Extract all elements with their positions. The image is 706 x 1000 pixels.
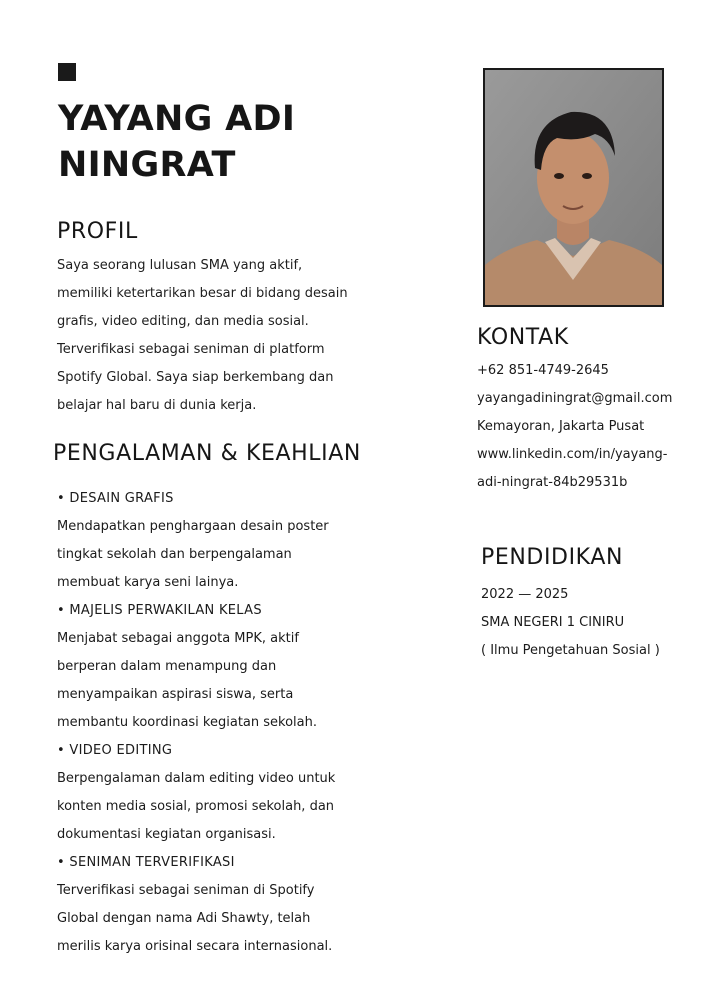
- skill-line: konten media sosial, promosi sekolah, dan: [57, 799, 335, 814]
- profile-line: Saya seorang lulusan SMA yang aktif,: [57, 258, 303, 273]
- skill-line: Mendapatkan penghargaan desain poster: [57, 519, 329, 534]
- skill-line: tingkat sekolah dan berpengalaman: [57, 547, 292, 562]
- skill-line: merilis karya orisinal secara internasional.: [57, 939, 333, 954]
- decorative-square: [58, 63, 76, 81]
- education-major: ( Ilmu Pengetahuan Sosial ): [481, 643, 660, 658]
- contact-linkedin-cont: adi-ningrat-84b29531b: [477, 475, 628, 490]
- skill-line: membuat karya seni lainya.: [57, 575, 239, 590]
- contact-email: yayangadiningrat@gmail.com: [477, 391, 673, 406]
- person-name: [58, 96, 295, 188]
- skill-line: Berpengalaman dalam editing video untuk: [57, 771, 336, 786]
- experience-list: [57, 485, 335, 961]
- skill-line: Global dengan nama Adi Shawty, telah: [57, 911, 311, 926]
- experience-title: PENGALAMAN & KEAHLIAN: [53, 441, 361, 466]
- profile-title: PROFIL: [57, 219, 138, 244]
- education-details: [481, 581, 660, 665]
- name-line-2: NINGRAT: [58, 145, 236, 185]
- skill-line: berperan dalam menampung dan: [57, 659, 277, 674]
- education-years: 2022 — 2025: [481, 587, 569, 602]
- portrait-image: [485, 70, 662, 305]
- education-title: PENDIDIKAN: [481, 545, 624, 570]
- contact-phone: +62 851-4749-2645: [477, 363, 609, 378]
- profile-line: Terverifikasi sebagai seniman di platform: [57, 342, 325, 357]
- profile-photo: [483, 68, 664, 307]
- skill-line: dokumentasi kegiatan organisasi.: [57, 827, 276, 842]
- contact-location: Kemayoran, Jakarta Pusat: [477, 419, 645, 434]
- contact-title: KONTAK: [477, 325, 569, 350]
- skill-heading: • MAJELIS PERWAKILAN KELAS: [57, 603, 262, 618]
- skill-line: menyampaikan aspirasi siswa, serta: [57, 687, 294, 702]
- education-school: SMA NEGERI 1 CINIRU: [481, 615, 625, 630]
- name-line-1: YAYANG ADI: [58, 99, 296, 139]
- profile-line: grafis, video editing, dan media sosial.: [57, 314, 309, 329]
- skill-line: Menjabat sebagai anggota MPK, aktif: [57, 631, 299, 646]
- contact-details: [477, 357, 672, 497]
- skill-heading: • SENIMAN TERVERIFIKASI: [57, 855, 235, 870]
- profile-text: [57, 252, 348, 420]
- skill-line: membantu koordinasi kegiatan sekolah.: [57, 715, 317, 730]
- profile-line: memiliki ketertarikan besar di bidang desain: [57, 286, 348, 301]
- skill-line: Terverifikasi sebagai seniman di Spotify: [57, 883, 315, 898]
- contact-linkedin: www.linkedin.com/in/yayang-: [477, 447, 668, 462]
- profile-line: belajar hal baru di dunia kerja.: [57, 398, 257, 413]
- skill-heading: • VIDEO EDITING: [57, 743, 173, 758]
- skill-heading: • DESAIN GRAFIS: [57, 491, 174, 506]
- profile-line: Spotify Global. Saya siap berkembang dan: [57, 370, 334, 385]
